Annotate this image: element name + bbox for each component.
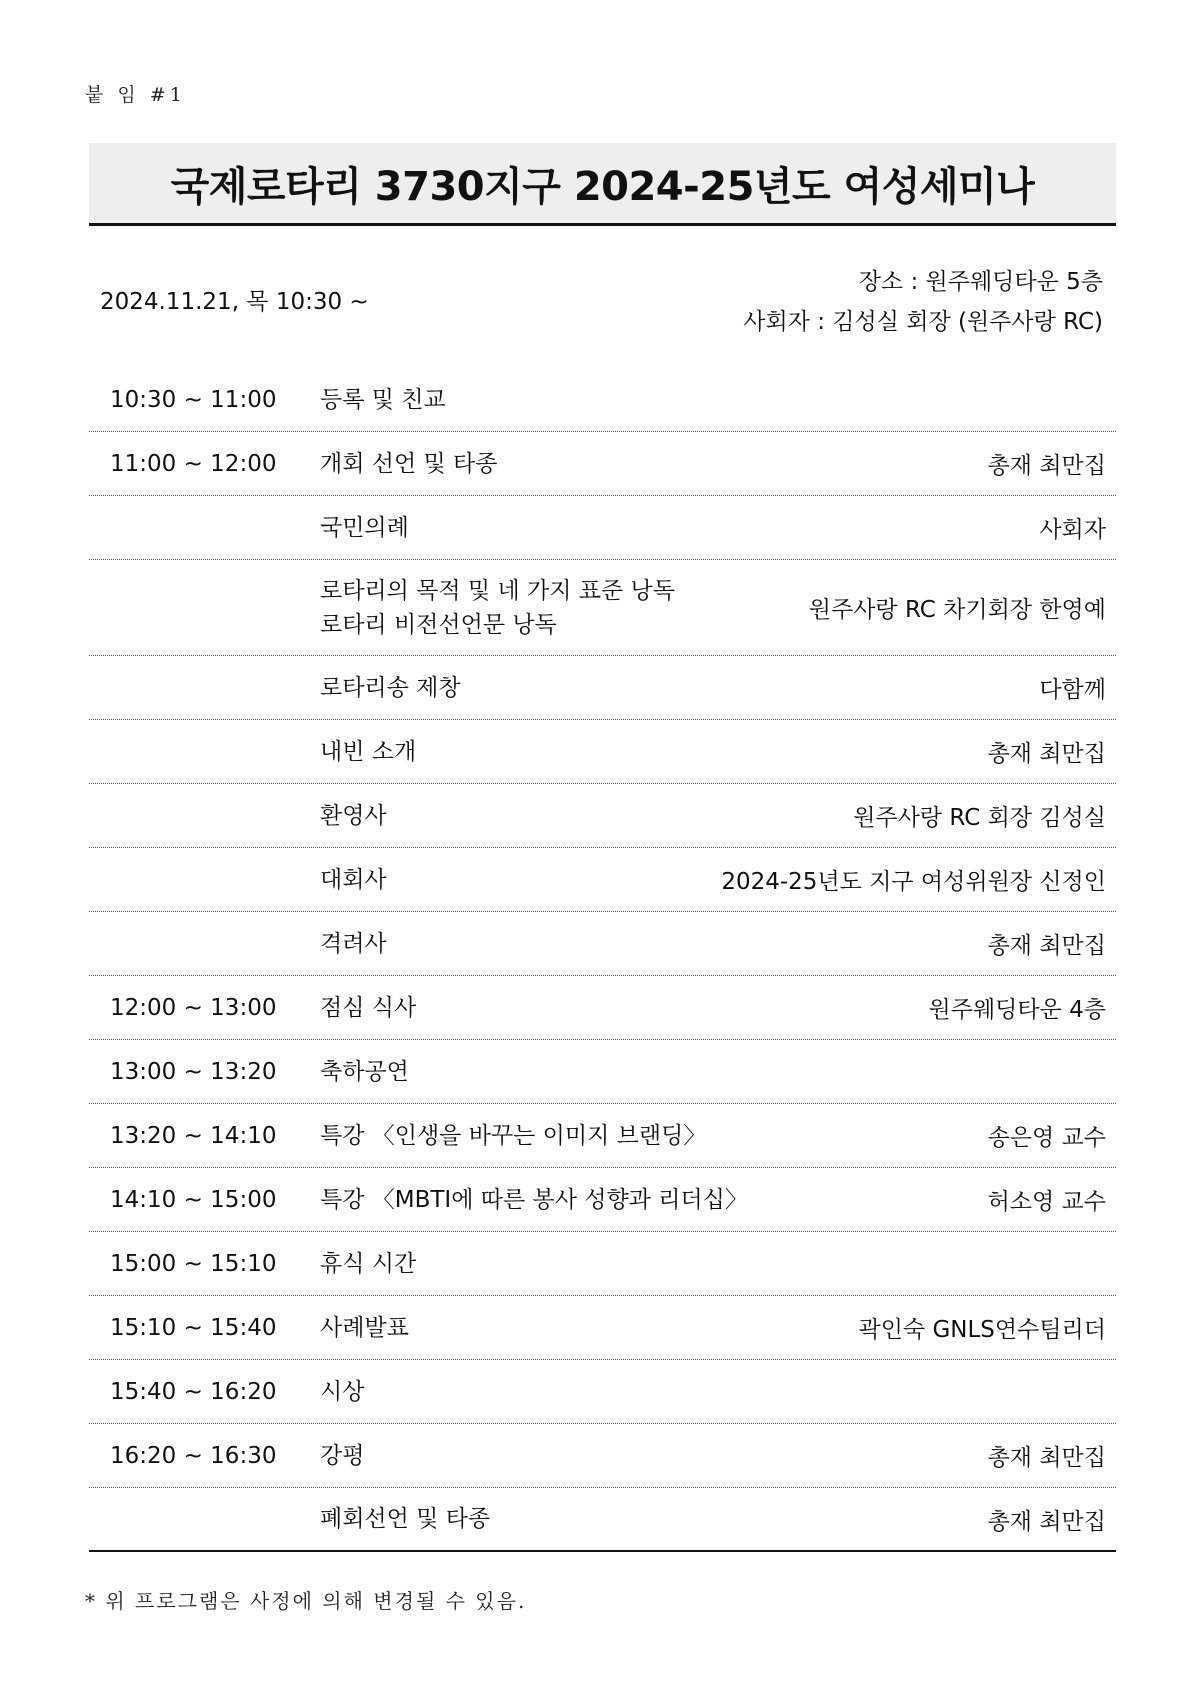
schedule-event: 사례발표: [320, 1314, 409, 1341]
schedule-event: 휴식 시간: [320, 1250, 417, 1277]
schedule-presenter: 총재 최만집: [987, 741, 1106, 767]
schedule-event: 폐회선언 및 타종: [320, 1506, 491, 1532]
schedule-presenter: 곽인숙 GNLS연수팀리더: [858, 1317, 1106, 1343]
schedule-row: [89, 1040, 1116, 1104]
schedule-time: 15:10 ~ 15:40: [110, 1314, 277, 1341]
schedule-row: [89, 1360, 1116, 1424]
schedule-presenter: 송은영 교수: [987, 1125, 1106, 1151]
schedule-event: 내빈 소개: [320, 738, 417, 765]
event-meta: [743, 262, 1103, 342]
schedule-row: [89, 1232, 1116, 1296]
schedule-presenter: 원주사랑 RC 차기회장 한영예: [808, 597, 1106, 623]
schedule-event-line: 로타리 비전선언문 낭독: [320, 611, 557, 638]
schedule-time: 15:40 ~ 16:20: [110, 1378, 277, 1405]
schedule-time: 10:30 ~ 11:00: [110, 386, 277, 413]
schedule-presenter: 사회자: [1039, 517, 1106, 543]
schedule-row: [89, 1104, 1116, 1168]
schedule-time: 14:10 ~ 15:00: [110, 1186, 277, 1213]
schedule-presenter: 2024-25년도 지구 여성위원장 신정인: [721, 869, 1106, 895]
footnote: * 위 프로그램은 사정에 의해 변경될 수 있음.: [85, 1589, 527, 1613]
schedule-event: 특강 〈MBTI에 따른 봉사 성향과 리더십〉: [320, 1186, 748, 1213]
event-date-time: 2024.11.21, 목 10:30 ~: [100, 289, 369, 315]
schedule-event-line: 로타리의 목적 및 네 가지 표준 낭독: [320, 577, 675, 604]
schedule-presenter: 총재 최만집: [987, 1445, 1106, 1471]
schedule-time: 13:00 ~ 13:20: [110, 1058, 277, 1085]
schedule-presenter: 총재 최만집: [987, 1508, 1106, 1535]
schedule-event: [320, 574, 809, 642]
schedule-row: [89, 1168, 1116, 1232]
schedule-event: 축하공연: [320, 1058, 409, 1085]
schedule-presenter: 다함께: [1039, 677, 1106, 703]
schedule-table: [89, 368, 1116, 1552]
event-host: 사회자 : 김성실 회장 (원주사랑 RC): [743, 309, 1103, 335]
schedule-presenter: 총재 최만집: [987, 453, 1106, 479]
event-venue: 장소 : 원주웨딩타운 5층: [858, 269, 1103, 295]
schedule-event: 로타리송 제창: [320, 674, 461, 701]
schedule-event: 등록 및 친교: [320, 386, 446, 413]
schedule-event: 점심 식사: [320, 994, 417, 1021]
schedule-row: [89, 496, 1116, 560]
schedule-row: [89, 1296, 1116, 1360]
page-title: 국제로타리 3730지구 2024-25년도 여성세미나: [170, 163, 1035, 210]
schedule-time: 13:20 ~ 14:10: [110, 1122, 277, 1149]
schedule-row: [89, 368, 1116, 432]
schedule-time: 16:20 ~ 16:30: [110, 1442, 277, 1469]
schedule-presenter: 원주웨딩타운 4층: [928, 997, 1106, 1023]
schedule-presenter: 허소영 교수: [987, 1189, 1106, 1215]
schedule-row: [89, 560, 1116, 656]
schedule-event: 격려사: [320, 930, 387, 957]
attachment-label: 붙 임 #1: [85, 84, 186, 106]
schedule-presenter: 총재 최만집: [987, 933, 1106, 959]
schedule-event: 특강 〈인생을 바꾸는 이미지 브랜딩〉: [320, 1122, 707, 1149]
schedule-time: 12:00 ~ 13:00: [110, 994, 277, 1021]
schedule-event: 국민의례: [320, 514, 409, 541]
schedule-row: [89, 432, 1116, 496]
schedule-row: [89, 720, 1116, 784]
schedule-row: [89, 848, 1116, 912]
schedule-row: [89, 656, 1116, 720]
schedule-row: [89, 784, 1116, 848]
schedule-row: [89, 912, 1116, 976]
schedule-event: 강평: [320, 1442, 365, 1469]
title-banner: [89, 143, 1116, 226]
schedule-row: [89, 976, 1116, 1040]
schedule-event: 대회사: [320, 866, 387, 893]
schedule-event: 개회 선언 및 타종: [320, 450, 498, 477]
schedule-time: 15:00 ~ 15:10: [110, 1250, 277, 1277]
schedule-event: 환영사: [320, 802, 387, 829]
schedule-row: [89, 1424, 1116, 1488]
schedule-row: [89, 1488, 1116, 1552]
schedule-time: 11:00 ~ 12:00: [110, 450, 277, 477]
schedule-event: 시상: [320, 1378, 365, 1405]
schedule-presenter: 원주사랑 RC 회장 김성실: [853, 805, 1106, 831]
